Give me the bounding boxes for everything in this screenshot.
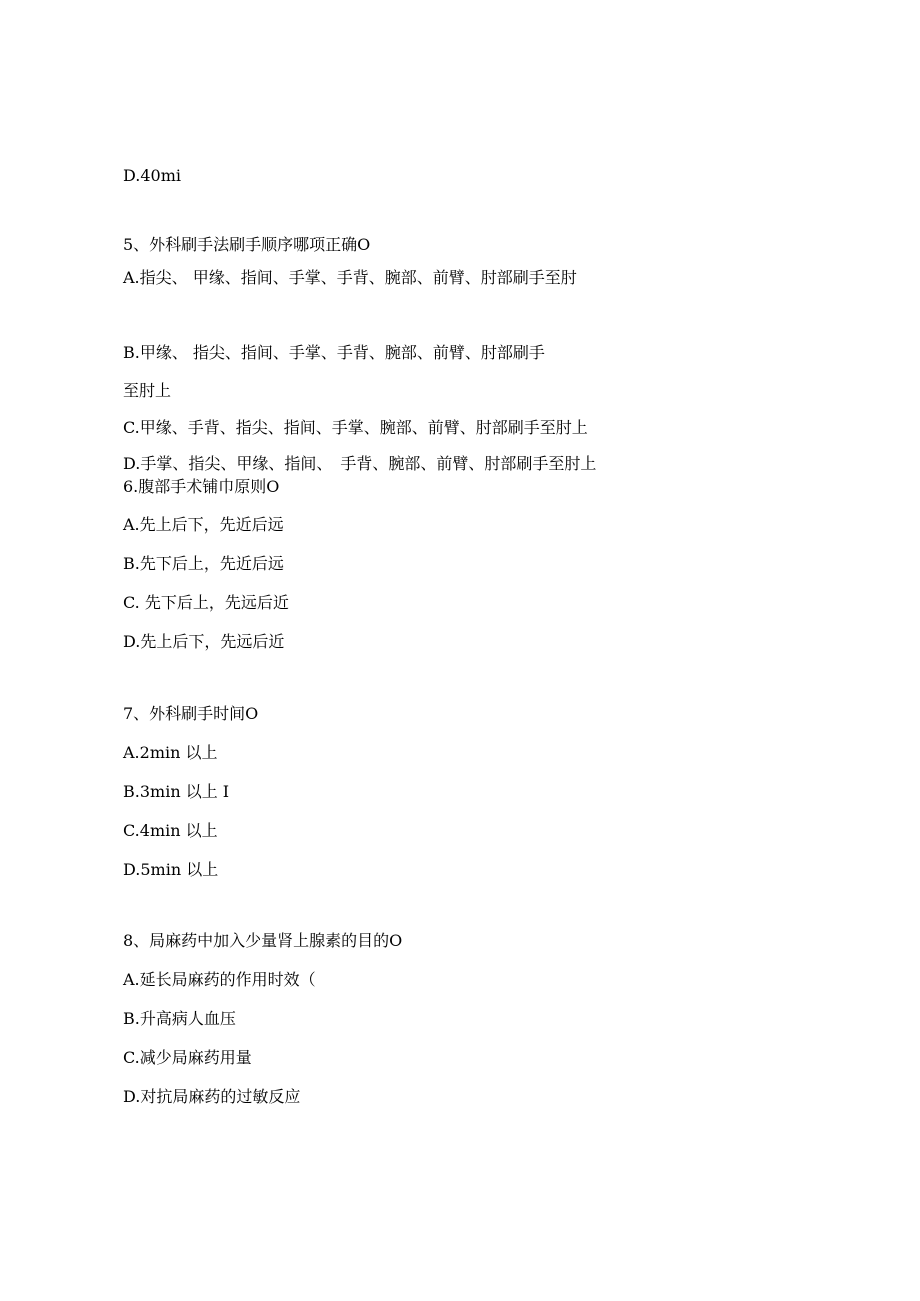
question-5-stem: 5、外科刷手法刷手顺序哪项正确O — [123, 235, 371, 254]
question-7-stem: 7、外科刷手时间O — [123, 704, 259, 723]
question-8-option-a: A.延长局麻药的作用时效（ — [123, 970, 316, 989]
question-8-option-b: B.升高病人血压 — [123, 1009, 236, 1028]
question-5-option-b-continued: 至肘上 — [123, 381, 172, 400]
question-6-option-a: A.先上后下，先近后远 — [123, 515, 284, 534]
question-8-option-c: C.减少局麻药用量 — [123, 1048, 252, 1067]
question-6-stem: 6.腹部手术铺巾原则O — [123, 477, 280, 496]
question-6-option-c: C. 先下后上，先远后近 — [123, 593, 289, 612]
question-7-option-a: A.2min 以上 — [123, 743, 218, 762]
question-8-stem: 8、局麻药中加入少量肾上腺素的目的O — [123, 931, 403, 950]
question-5-option-d: D.手掌、指尖、甲缘、指间、 手背、腕部、前臂、肘部刷手至肘上 — [123, 454, 597, 473]
question-8-option-d: D.对抗局麻药的过敏反应 — [123, 1087, 301, 1106]
question-7-option-d: D.5min 以上 — [123, 860, 219, 879]
question-6-option-b: B.先下后上，先近后远 — [123, 554, 284, 573]
prev-question-option-d: D.40mi — [123, 166, 181, 185]
question-6-option-d: D.先上后下，先远后近 — [123, 632, 285, 651]
question-5-option-c: C.甲缘、手背、指尖、指间、手掌、腕部、前臂、肘部刷手至肘上 — [123, 418, 588, 437]
question-7-option-b: B.3min 以上 I — [123, 782, 230, 801]
question-5-option-b: B.甲缘、 指尖、指间、手掌、手背、腕部、前臂、肘部刷手 — [123, 343, 545, 362]
question-7-option-c: C.4min 以上 — [123, 821, 218, 840]
question-5-option-a: A.指尖、 甲缘、指间、手掌、手背、腕部、前臂、肘部刷手至肘 — [123, 268, 577, 287]
